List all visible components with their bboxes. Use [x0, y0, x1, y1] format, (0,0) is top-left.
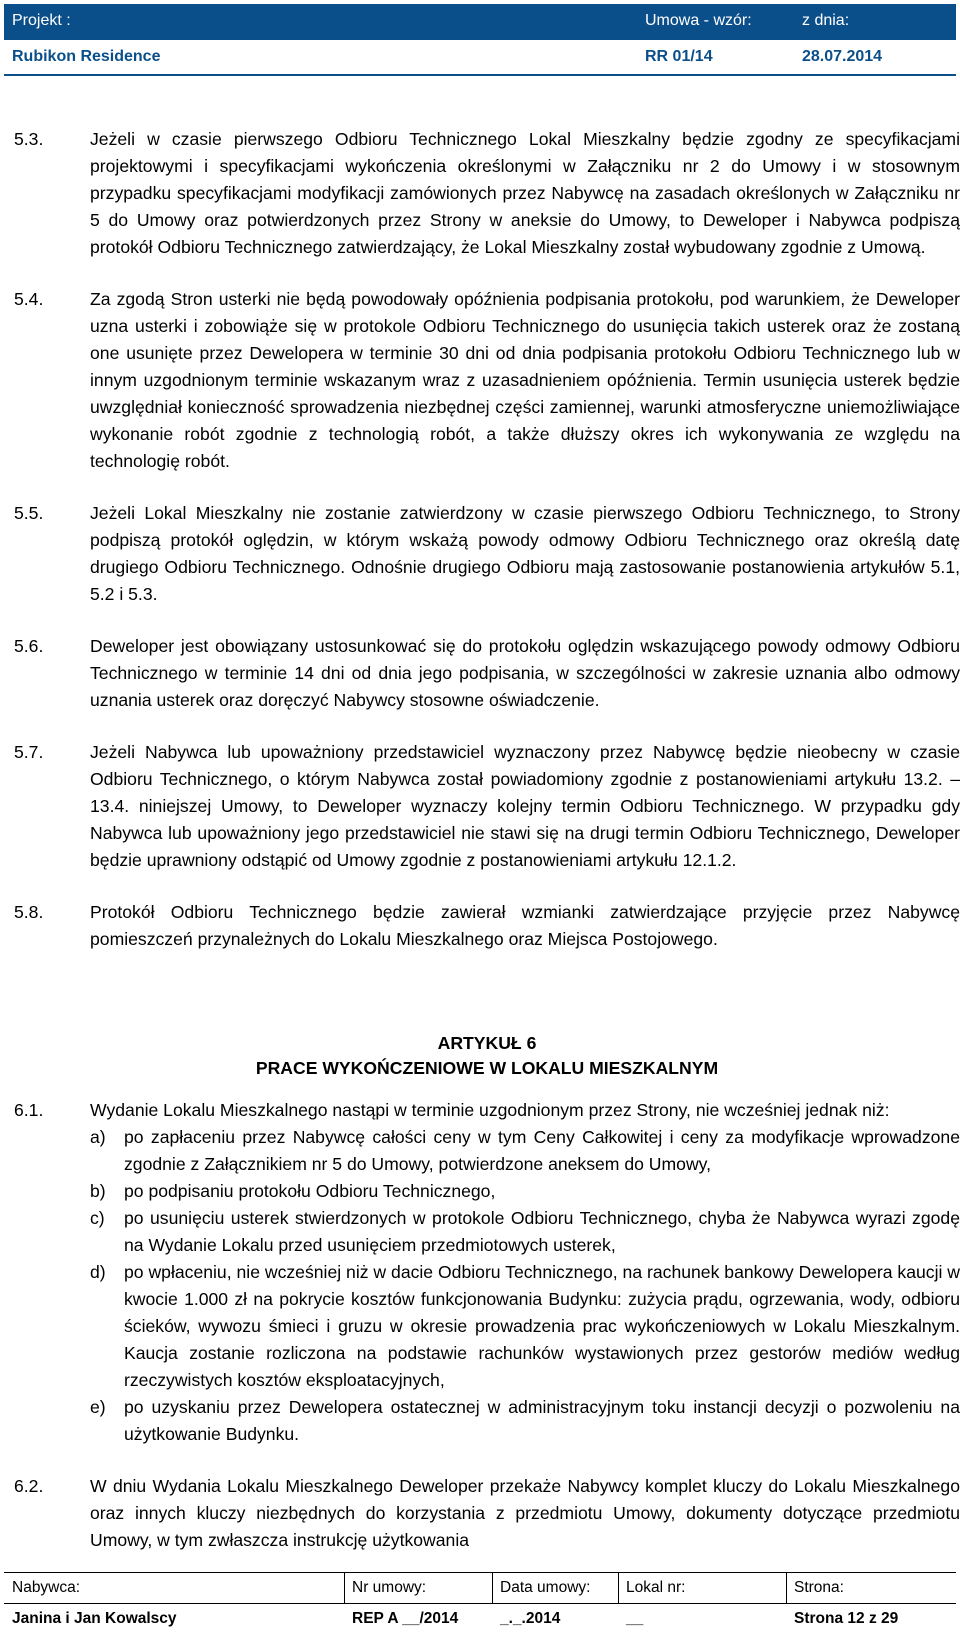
list-item [90, 1205, 960, 1259]
page-label: Strona: [794, 1579, 844, 1596]
article-subtitle: PRACE WYKOŃCZENIOWE W LOKALU MIESZKALNYM [255, 1058, 719, 1078]
buyer-label: Nabywca: [12, 1579, 81, 1596]
list-letter: b) [90, 1181, 106, 1201]
section-number: 5.5. [14, 503, 44, 523]
section-text: Protokół Odbioru Technicznego będzie zawierał wzmianki zatwierdzające przyjęcie przez Nabywcę pomieszczeń przynależnych do Lokalu Mieszkalnego oraz Miejsca Postojowego. [90, 902, 960, 949]
header-value-row [4, 40, 956, 76]
list-text: po podpisaniu protokołu Odbioru Technicznego, [124, 1181, 496, 1201]
contract-date-value: _._.2014 [500, 1610, 561, 1627]
footer-label-row [4, 1572, 956, 1604]
list-letter: a) [90, 1127, 106, 1147]
list-text: po wpłaceniu, nie wcześniej niż w dacie Odbioru Technicznego, na rachunek bankowy Dewelopera kaucji w kwocie 1.000 zł na pokrycie kosztów funkcjonowania Budynku: zużycia prądu, ogrzewania, wody, odbioru ścieków, wywozu śmieci i gruzu w okresie prowadzenia prac wykończeniowych w Lokalu Mieszkalnym. Kaucja zostanie rozliczona na podstawie rachunków wystawionych przez gestorów mediów według rzeczywistych kosztów eksploatacyjnych, [124, 1262, 960, 1390]
list-item [90, 1394, 960, 1448]
buyer-value: Janina i Jan Kowalscy [12, 1610, 177, 1627]
list-item [90, 1124, 960, 1178]
section-5-7 [14, 739, 960, 874]
contract-no-label: Nr umowy: [352, 1579, 427, 1596]
section-5-8 [14, 899, 960, 953]
article-title: ARTYKUŁ 6 [437, 1033, 537, 1053]
list-text: po zapłaceniu przez Nabywcę całości ceny w tym Ceny Całkowitej i ceny za modyfikacje wprowadzone zgodnie z Załącznikiem nr 5 do Umowy, potwierdzone aneksem do Umowy, [124, 1127, 960, 1174]
section-text: Jeżeli w czasie pierwszego Odbioru Technicznego Lokal Mieszkalny będzie zgodny ze specyfikacjami projektowymi i specyfikacjami wykończenia określonymi w Załączniku nr 2 do Umowy i w stosownym przypadku specyfikacjami modyfikacji zamówionych przez Nabywcę na zasadach określonych w Załączniku nr 5 do Umowy oraz potwierdzonych przez Strony w aneksie do Umowy, to Deweloper i Nabywca podpiszą protokół Odbioru Technicznego zatwierdzający, że Lokal Mieszkalny został wybudowany zgodnie z Umową. [90, 129, 960, 257]
date-label: z dnia: [802, 12, 850, 29]
section-number: 6.2. [14, 1476, 44, 1496]
section-text: Za zgodą Stron usterki nie będą powodowały opóźnienia podpisania protokołu, pod warunkiem, że Deweloper uzna usterki i zobowiąże się w protokole Odbioru Technicznego do usunięcia takich usterek oraz że zostaną one usunięte przez Dewelopera w terminie 30 dni od dnia podpisania protokołu Odbioru Technicznego lub w innym uzgodnionym terminie wskazanym wraz z uzasadnieniem opóźnienia. Termin usunięcia usterek będzie uwzględniał konieczność sprowadzenia niezbędnej części zamiennej, warunki atmosferyczne uniemożliwiające wykonanie robót zgodnie z technologią robót, a także dłuższy okres ich wykonywania ze względu na technologię robót. [90, 289, 960, 471]
header-label-row [4, 4, 956, 40]
page-number: Strona 12 z 29 [794, 1610, 899, 1627]
section-6-1 [14, 1097, 960, 1448]
project-value: Rubikon Residence [12, 48, 161, 65]
section-number: 5.7. [14, 742, 44, 762]
section-number: 5.4. [14, 289, 44, 309]
list-item [90, 1178, 960, 1205]
section-number: 5.6. [14, 636, 44, 656]
date-value: 28.07.2014 [802, 48, 883, 65]
footer-value-row [4, 1604, 956, 1637]
list-text: po uzyskaniu przez Dewelopera ostatecznej w administracyjnym toku instancji decyzji o pozwoleniu na użytkowanie Budynku. [124, 1397, 960, 1444]
contract-date-label: Data umowy: [500, 1579, 591, 1596]
section-text: Jeżeli Nabywca lub upoważniony przedstawiciel wyznaczony przez Nabywcę będzie nieobecny w czasie Odbioru Technicznego, o którym Nabywca został powiadomiony zgodnie z postanowieniami artykułu 13.2. – 13.4. niniejszej Umowy, to Deweloper wyznaczy kolejny termin Odbioru Technicznego. W przypadku gdy Nabywca lub upoważniony jego przedstawiciel nie stawi się na drugi termin Odbioru Technicznego, Deweloper będzie uprawniony odstąpić od Umowy zgodnie z postanowieniami artykułu 12.1.2. [90, 742, 960, 870]
section-5-5 [14, 500, 960, 608]
section-intro: Wydanie Lokalu Mieszkalnego nastąpi w terminie uzgodnionym przez Strony, nie wcześniej jednak niż: [90, 1100, 890, 1120]
document-body [14, 126, 960, 1554]
contract-value: RR 01/14 [645, 48, 713, 65]
project-label: Projekt : [12, 12, 71, 29]
section-6-2 [14, 1473, 960, 1554]
page-footer [4, 1572, 956, 1636]
unit-value: __ [626, 1610, 644, 1627]
contract-label: Umowa - wzór: [645, 12, 752, 29]
condition-list [90, 1124, 960, 1448]
list-letter: d) [90, 1262, 106, 1282]
page-header [4, 4, 956, 76]
list-letter: e) [90, 1397, 106, 1417]
section-number: 6.1. [14, 1100, 44, 1120]
section-text: Jeżeli Lokal Mieszkalny nie zostanie zatwierdzony w czasie pierwszego Odbioru Technicznego, to Strony podpiszą protokół oględzin, w którym wskażą powody odmowy Odbioru Technicznego oraz określą datę drugiego Odbioru Technicznego. Odnośnie drugiego Odbioru mają zastosowanie postanowienia artykułów 5.1, 5.2 i 5.3. [90, 503, 960, 604]
section-number: 5.3. [14, 129, 44, 149]
list-text: po usunięciu usterek stwierdzonych w protokole Odbioru Technicznego, chyba że Nabywca wyrazi zgodę na Wydanie Lokalu przed usunięciem przedmiotowych usterek, [124, 1208, 960, 1255]
section-5-4 [14, 286, 960, 475]
section-text: W dniu Wydania Lokalu Mieszkalnego Deweloper przekaże Nabywcy komplet kluczy do Lokalu Mieszkalnego oraz innych kluczy niezbędnych do korzystania z przedmiotu Umowy, dokumenty dotyczące przedmiotu Umowy, w tym zwłaszcza instrukcję użytkowania [90, 1476, 960, 1550]
section-5-3 [14, 126, 960, 261]
section-text: Deweloper jest obowiązany ustosunkować się do protokołu oględzin wskazującego powody odmowy Odbioru Technicznego w terminie 14 dni od dnia jego podpisania, w szczególności w zakresie uznania albo odmowy uznania usterek oraz doręczyć Nabywcy stosowne oświadczenie. [90, 636, 960, 710]
contract-no-value: REP A __/2014 [352, 1610, 459, 1627]
list-letter: c) [90, 1208, 105, 1228]
section-number: 5.8. [14, 902, 44, 922]
section-5-6 [14, 633, 960, 714]
unit-label: Lokal nr: [626, 1579, 686, 1596]
list-item [90, 1259, 960, 1394]
